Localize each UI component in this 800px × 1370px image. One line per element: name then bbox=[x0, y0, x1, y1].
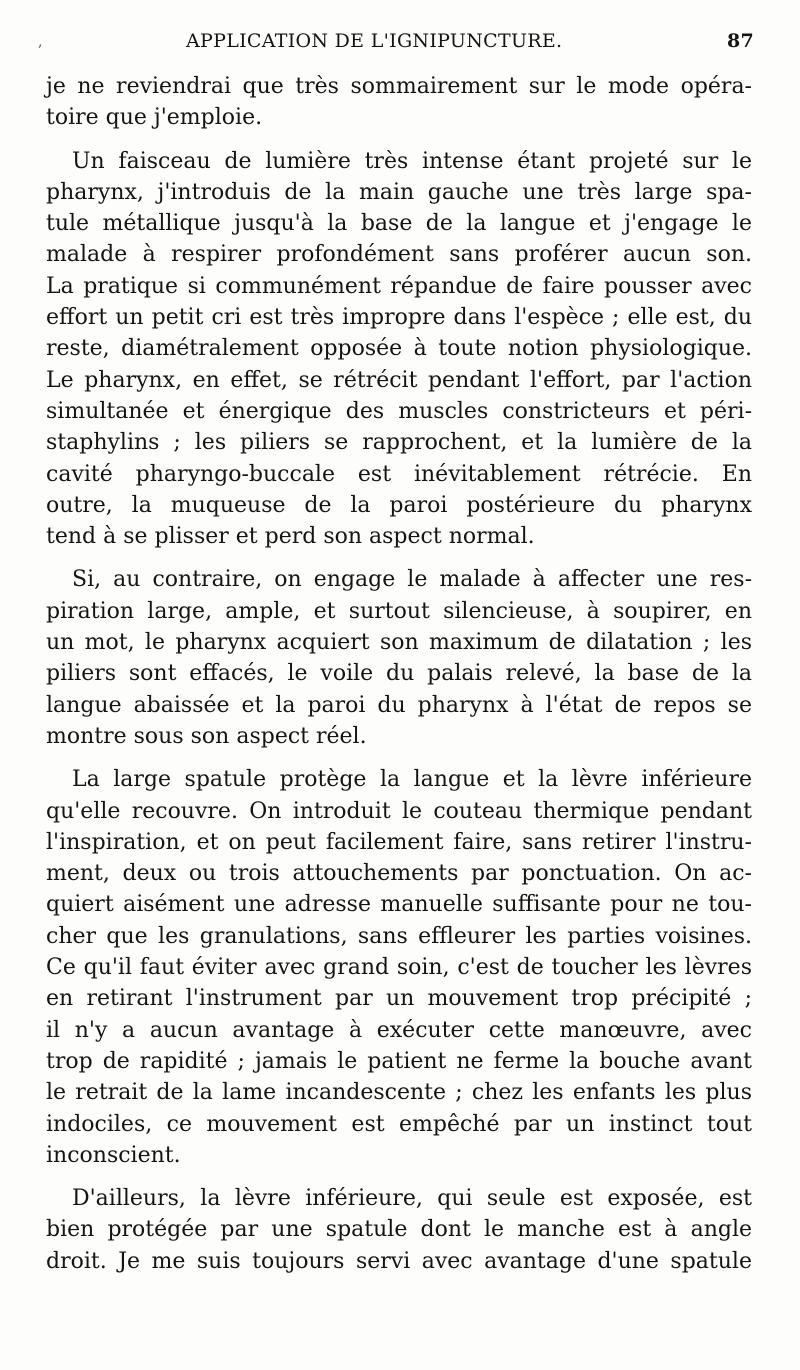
text-line: piliers sont effacés, le voile du palais relevé, la base de la bbox=[46, 661, 752, 687]
page-number: 87 bbox=[726, 30, 754, 52]
paragraph bbox=[46, 1183, 752, 1277]
text-line: malade à respirer profondément sans proférer aucun son. bbox=[46, 242, 752, 268]
text-line: quiert aisément une adresse manuelle suffisante pour ne tou- bbox=[46, 892, 752, 918]
text-line: il n'y a aucun avantage à exécuter cette manœuvre, avec bbox=[46, 1017, 752, 1043]
text-line: pharynx, j'introduis de la main gauche une très large spa- bbox=[46, 179, 752, 205]
text-line: tend à se plisser et perd son aspect normal. bbox=[46, 524, 535, 550]
paragraph bbox=[46, 764, 752, 1171]
text-line: je ne reviendrai que très sommairement sur le mode opéra- bbox=[46, 74, 752, 99]
paragraph bbox=[46, 71, 752, 134]
text-line: Un faisceau de lumière très intense étant projeté sur le bbox=[72, 148, 752, 174]
paragraph bbox=[46, 146, 752, 553]
text-line: effort un petit cri est très impropre dans l'espèce ; elle est, du bbox=[46, 305, 752, 331]
margin-mark: , bbox=[38, 34, 43, 50]
text-line: montre sous son aspect réel. bbox=[46, 723, 367, 749]
text-line: un mot, le pharynx acquiert son maximum de dilatation ; les bbox=[46, 630, 752, 656]
text-line: reste, diamétralement opposée à toute notion physiologique. bbox=[46, 336, 752, 362]
text-line: inconscient. bbox=[46, 1142, 181, 1168]
paragraph-gap bbox=[46, 134, 752, 146]
paragraph-gap bbox=[46, 552, 752, 564]
text-line: staphylins ; les piliers se rapprochent, et la lumière de la bbox=[46, 430, 752, 456]
body-text bbox=[46, 71, 752, 1277]
running-head bbox=[38, 30, 760, 62]
paragraph-gap bbox=[46, 752, 752, 764]
text-line: droit. Je me suis toujours servi avec avantage d'une spatule bbox=[46, 1248, 752, 1274]
text-line: toire que j'emploie. bbox=[46, 105, 263, 131]
text-line: indociles, ce mouvement est empêché par un instinct tout bbox=[46, 1111, 752, 1137]
text-line: cher que les granulations, sans effleurer les parties voisines. bbox=[46, 923, 752, 949]
text-line: piration large, ample, et surtout silencieuse, à soupirer, en bbox=[46, 598, 752, 624]
text-line: La pratique si communément répandue de faire pousser avec bbox=[46, 273, 752, 299]
text-line: Si, au contraire, on engage le malade à affecter une res- bbox=[72, 567, 752, 593]
text-line: Le pharynx, en effet, se rétrécit pendant l'effort, par l'action bbox=[46, 367, 752, 393]
text-line: langue abaissée et la paroi du pharynx à l'état de repos se bbox=[46, 692, 752, 718]
text-line: qu'elle recouvre. On introduit le couteau thermique pendant bbox=[46, 798, 752, 824]
text-line: en retirant l'instrument par un mouvement trop précipité ; bbox=[46, 986, 752, 1012]
running-title: APPLICATION DE L'IGNIPUNCTURE. bbox=[186, 30, 563, 52]
text-line: D'ailleurs, la lèvre inférieure, qui seule est exposée, est bbox=[72, 1186, 752, 1212]
text-line: cavité pharyngo-buccale est inévitablement rétrécie. En bbox=[46, 461, 752, 487]
text-line: Ce qu'il faut éviter avec grand soin, c'est de toucher les lèvres bbox=[46, 955, 752, 981]
text-line: simultanée et énergique des muscles constricteurs et péri- bbox=[46, 398, 752, 424]
text-line: ment, deux ou trois attouchements par ponctuation. On ac- bbox=[46, 861, 752, 887]
text-line: l'inspiration, et on peut facilement faire, sans retirer l'instru- bbox=[46, 829, 752, 855]
text-line: le retrait de la lame incandescente ; chez les enfants les plus bbox=[46, 1080, 752, 1106]
text-line: tule métallique jusqu'à la base de la langue et j'engage le bbox=[46, 211, 752, 237]
text-line: outre, la muqueuse de la paroi postérieure du pharynx bbox=[46, 492, 752, 518]
paragraph bbox=[46, 564, 752, 752]
text-line: La large spatule protège la langue et la lèvre inférieure bbox=[72, 767, 752, 793]
text-line: trop de rapidité ; jamais le patient ne ferme la bouche avant bbox=[46, 1048, 752, 1074]
text-line: bien protégée par une spatule dont le manche est à angle bbox=[46, 1217, 752, 1243]
paragraph-gap bbox=[46, 1171, 752, 1183]
